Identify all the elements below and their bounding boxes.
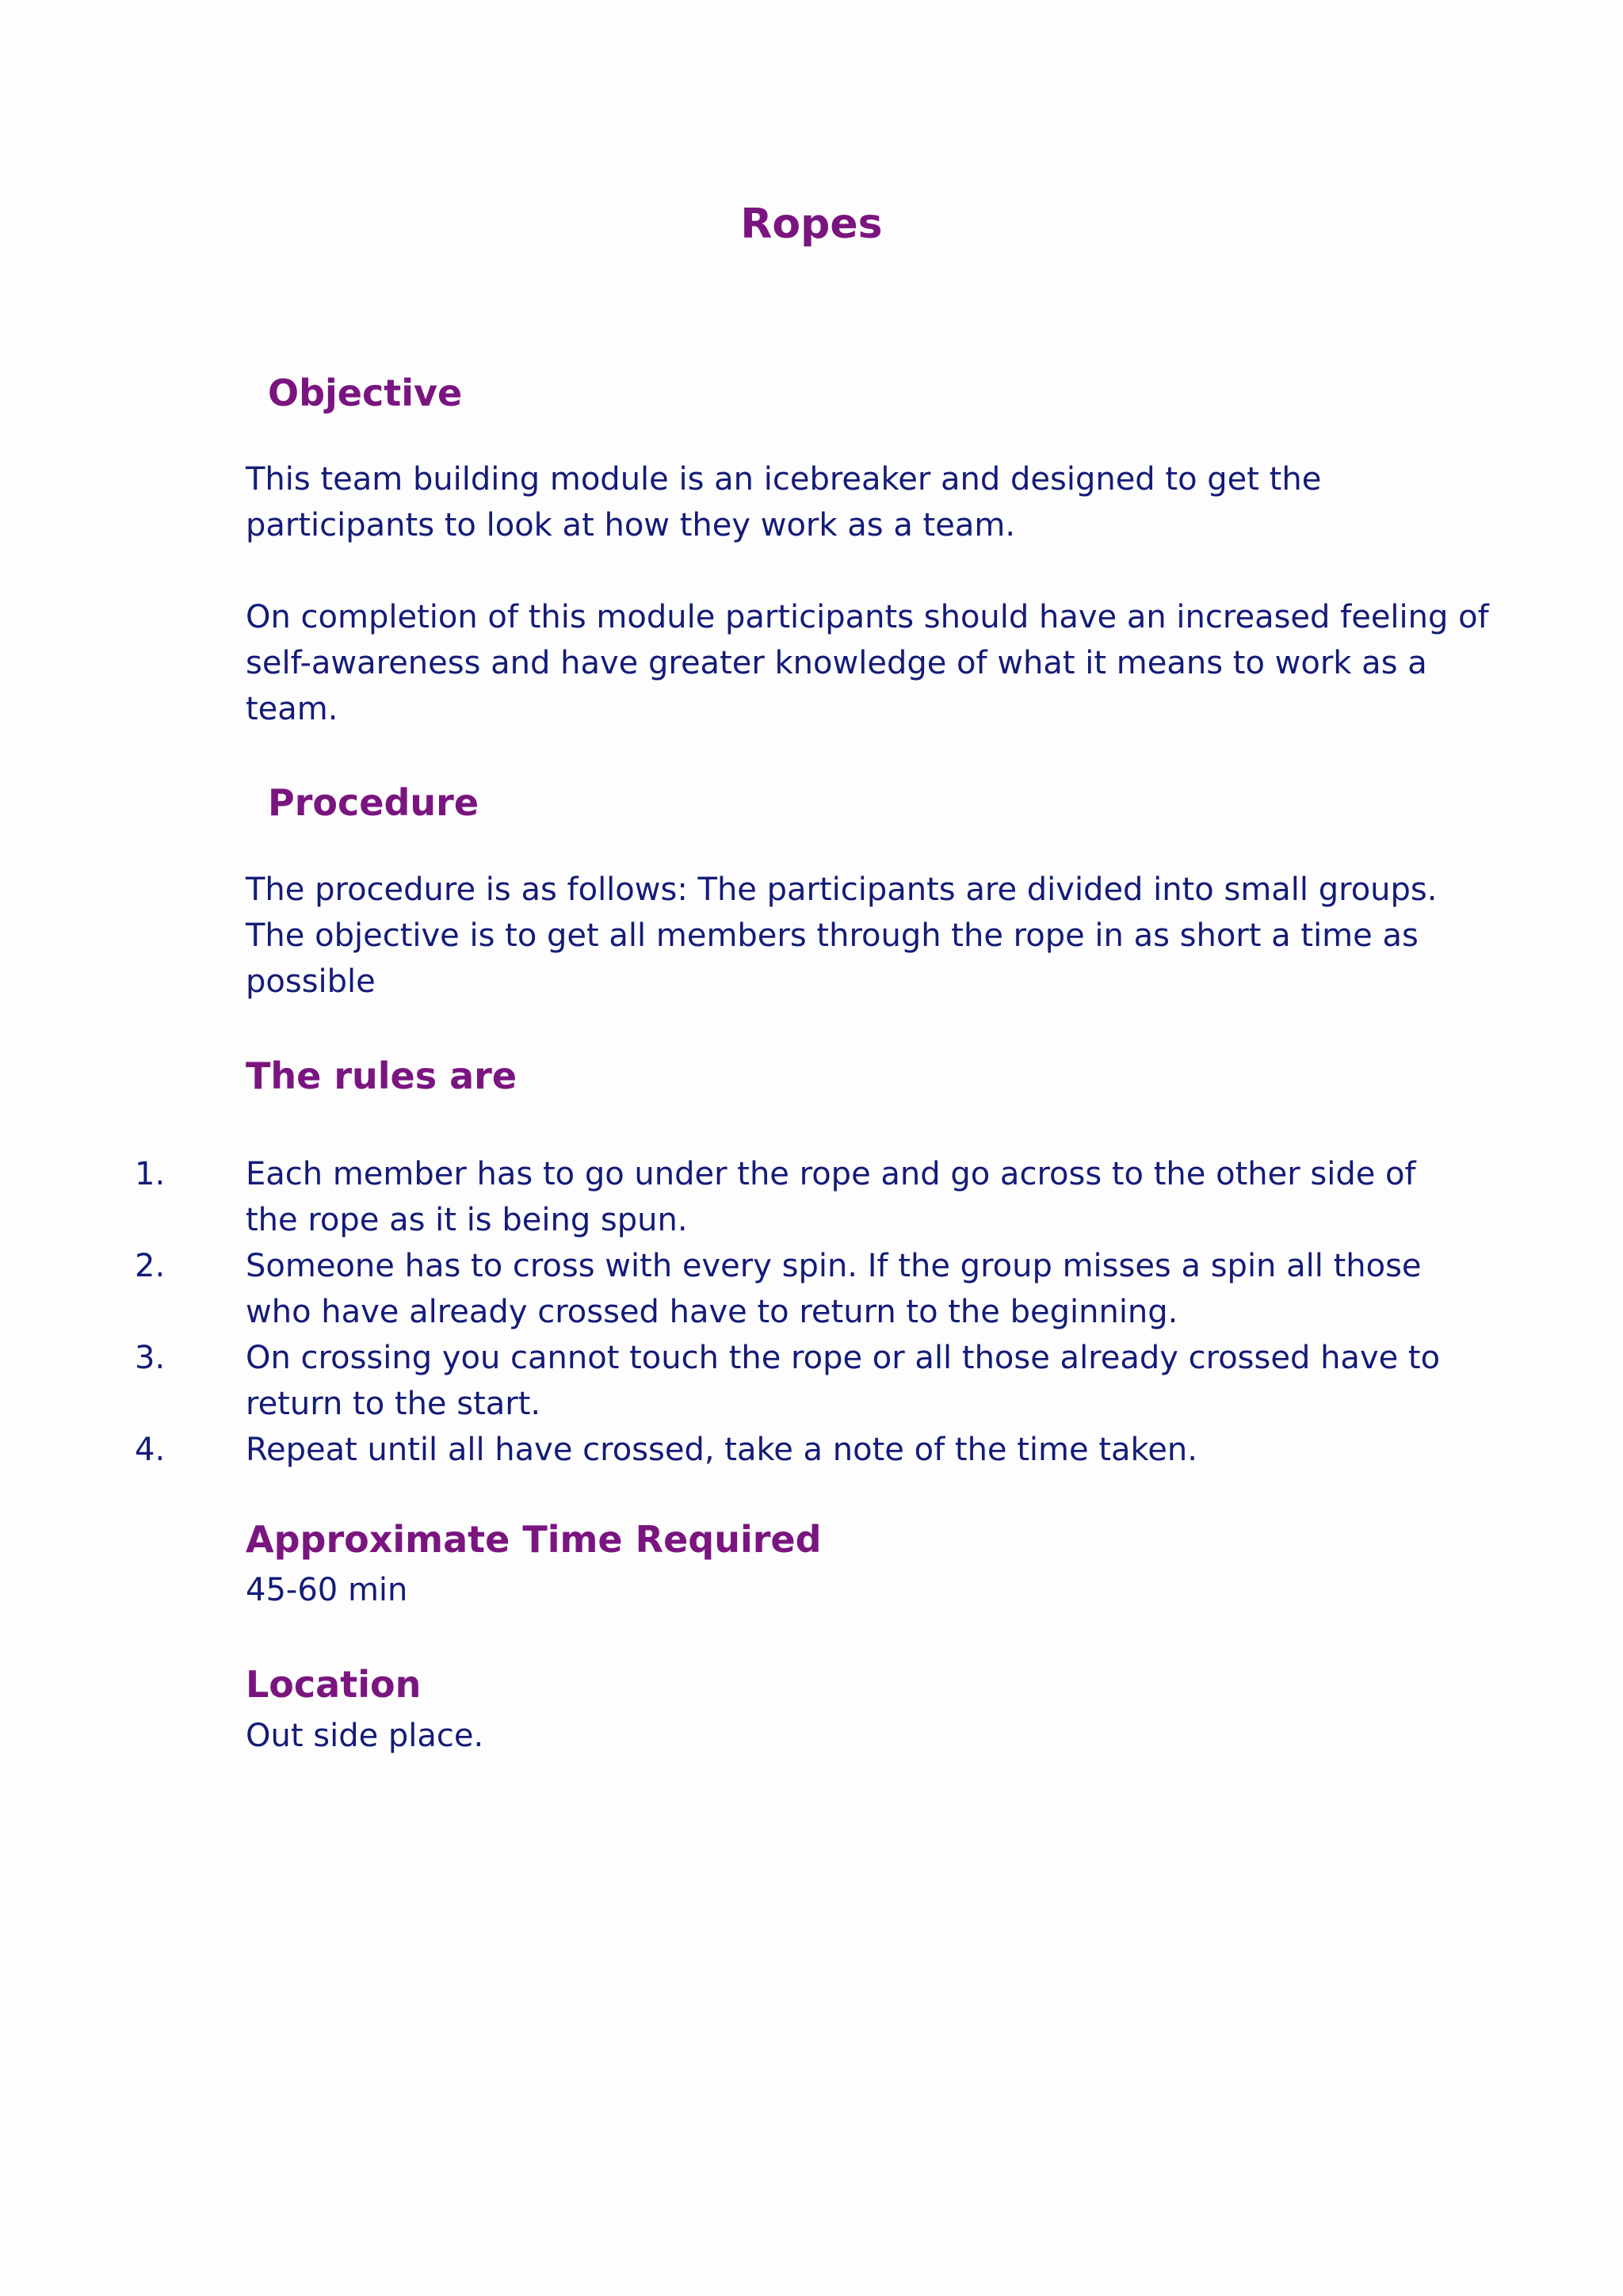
rules-heading: The rules are (246, 1055, 517, 1097)
text-line: participants to look at how they work as a team. (246, 507, 1016, 543)
rule-number: 3. (135, 1340, 166, 1376)
rule-item (127, 1427, 1522, 1473)
rule-text: Repeat until all have crossed, take a note of the time taken. (246, 1432, 1197, 1468)
text-line: self-awareness and have greater knowledge of what it means to work as a (246, 645, 1427, 681)
objective-paragraph-2 (246, 594, 1514, 732)
text-line: possible (246, 963, 376, 1000)
text-line: The objective is to get all members through the rope in as short a time as (246, 917, 1419, 954)
rule-text: Someone has to cross with every spin. If the group misses a spin all those (246, 1248, 1422, 1284)
rule-text: the rope as it is being spun. (246, 1202, 688, 1238)
rule-text: who have already crossed have to return to the beginning. (246, 1294, 1178, 1330)
rule-text: return to the start. (246, 1386, 541, 1422)
rule-number: 2. (135, 1248, 166, 1284)
procedure-heading: Procedure (268, 781, 479, 824)
time-required-value (246, 1567, 1514, 1613)
text-line: The procedure is as follows: The participants are divided into small groups. (246, 871, 1438, 908)
rule-item (127, 1335, 1522, 1427)
rule-item (127, 1243, 1522, 1335)
objective-heading: Objective (268, 372, 463, 414)
page-title: Ropes (740, 200, 883, 248)
rule-text: On crossing you cannot touch the rope or all those already crossed have to (246, 1340, 1441, 1376)
rule-number: 1. (135, 1156, 166, 1192)
text-line: team. (246, 691, 338, 727)
location-value (246, 1713, 1514, 1759)
text-line: 45-60 min (246, 1572, 408, 1608)
procedure-paragraph (246, 867, 1514, 1005)
text-line: Out side place. (246, 1718, 484, 1754)
rule-item (127, 1151, 1522, 1243)
rule-text: Each member has to go under the rope and go across to the other side of (246, 1156, 1416, 1192)
text-line: This team building module is an icebreaker and designed to get the (246, 461, 1322, 498)
objective-paragraph-1 (246, 456, 1514, 548)
rule-number: 4. (135, 1432, 166, 1468)
time-required-heading: Approximate Time Required (246, 1518, 822, 1561)
location-heading: Location (246, 1663, 422, 1706)
rules-list (127, 1151, 1522, 1473)
text-line: On completion of this module participants should have an increased feeling of (246, 599, 1489, 635)
